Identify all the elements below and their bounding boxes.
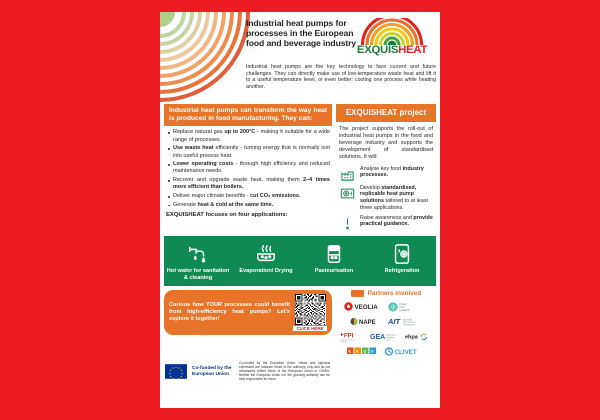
application-label: Evaporation/ Drying (239, 268, 293, 275)
partner-logo-clivet (385, 345, 425, 358)
benefits-list (164, 126, 332, 209)
svg-text:Initiative: Initiative (341, 341, 348, 343)
poster (160, 12, 440, 408)
svg-text:for a better: for a better (385, 337, 395, 340)
svg-text:NAPE: NAPE (359, 320, 376, 327)
project-item-text: Raise awareness and provide practical guidance. (360, 214, 433, 228)
partner-logo-fpi (340, 330, 366, 343)
svg-text:TECHNOLOGY: TECHNOLOGY (403, 324, 416, 327)
benefit-item: Use waste heat efficiently - turning energy that is normally lost into useful process heat. (173, 145, 330, 159)
partner-logo-ehpa (404, 330, 432, 343)
application-evaporation (232, 241, 300, 281)
benefit-item: Recover and upgrade waste heat, making them 2–4 times more efficient than boilers. (173, 177, 330, 191)
svg-text:Q and: Q and (399, 302, 407, 306)
qr-code-icon (295, 294, 326, 325)
partners-chip-icon (351, 290, 364, 297)
rainbow-arc-icon (359, 18, 425, 45)
logo-wordmark (346, 44, 438, 56)
qr-block[interactable] (293, 294, 327, 331)
project-item-text: Develop standardised, replicable heat pump solutions tailored to at least three applications. (360, 184, 429, 211)
partners-title-label: Partners involved (367, 290, 422, 298)
eu-flag-icon (165, 364, 187, 379)
refrigerator-icon (368, 241, 436, 267)
evaporation-pan-icon (232, 241, 300, 267)
factory-icon (339, 166, 356, 182)
lower-section (160, 286, 440, 359)
exquisheat-logo (346, 18, 438, 56)
logo-word-heat: HEAT (398, 44, 428, 56)
benefit-item: Deliver major climate benefits - cut CO₂ emissions. (173, 193, 330, 200)
applications-band (164, 236, 436, 286)
svg-text:VEOLIA: VEOLIA (354, 304, 378, 312)
exclamation-icon (339, 215, 356, 231)
page-title: Industrial heat pumps for processes in the European food and beverage industry (246, 18, 357, 49)
applications-intro: EXQUISHEAT focuses on four applications: (166, 212, 288, 219)
svg-text:ehpa: ehpa (405, 334, 418, 341)
poster-header (160, 12, 440, 104)
eu-funding-label: Co-funded by the European Union (192, 366, 232, 377)
svg-text:world: world (385, 339, 390, 342)
application-refrigeration (368, 241, 436, 281)
application-label: Pasteurisation (314, 268, 354, 275)
logo-word-exquis: EXQUIS (356, 44, 399, 56)
svg-text:S: S (371, 349, 374, 354)
svg-text:X: X (356, 349, 359, 354)
svg-text:inst.: inst. (399, 305, 405, 309)
partner-logo-research-institute (388, 300, 428, 313)
partner-logo-veolia (344, 300, 384, 313)
svg-text:Food Processing: Food Processing (341, 339, 354, 342)
svg-text:Engineering: Engineering (385, 334, 396, 337)
benefit-item: Generate heat & cold at the same time. (173, 202, 330, 209)
project-item (336, 183, 436, 213)
cta-box[interactable] (164, 290, 332, 335)
project-headline: EXQUISHEAT project (336, 104, 436, 122)
svg-text:research: research (399, 308, 410, 312)
cta-text: Curious how YOUR processes could benefit from high-efficiency heat pumps? Let's explore it together! (169, 301, 290, 323)
partner-logo-grid (336, 299, 436, 359)
left-column (164, 104, 332, 232)
partner-logo-ait (388, 315, 422, 328)
svg-text:CLIVET: CLIVET (394, 349, 417, 357)
benefit-item: Lower operating costs - through high efficiency and reduced maintenance needs. (173, 161, 330, 175)
project-description: The project supports the roll-out of industrial heat pumps in the food and beverage industry and supports the development of standardised solutions. It will: (339, 126, 433, 161)
project-item (336, 164, 436, 183)
application-label: Hot water for sanitation & cleaning (166, 268, 230, 281)
content-columns (160, 104, 440, 232)
right-column (336, 104, 436, 232)
svg-text:E: E (348, 349, 351, 354)
left-column-headline: Industrial heat pumps can transform the way heat is produced in food manufacturing. They can: (164, 104, 332, 126)
svg-text:INSTITUTE OF: INSTITUTE OF (403, 322, 416, 325)
svg-text:AIT: AIT (388, 317, 401, 327)
svg-text:AUSTRIAN: AUSTRIAN (403, 319, 413, 322)
partner-logo-consortium (347, 345, 381, 358)
pasteurisation-tank-icon (300, 241, 368, 267)
svg-text:Q: Q (363, 349, 367, 354)
svg-text:FPI: FPI (344, 333, 354, 340)
benefit-item: Replace natural gas up to 200°C - making it suitable for a wide range of processes. (173, 129, 330, 143)
heat-pump-unit-icon (339, 185, 356, 201)
svg-text:GEA: GEA (370, 334, 386, 342)
eu-disclaimer: Co-funded by the European Union. Views and opinions expressed are however those of the author(s) only and do not necessarily reflect those of the European Union or CINEA. Neither the European Union nor the granting authority can be held responsible for them. (239, 361, 330, 381)
partner-logo-nape (350, 315, 384, 328)
intro-paragraph: Industrial heat pumps are the key technology to face current and future challenges. They can directly make use of low-temperature waste heat and lift it to a useful temperature level, or even better: cooling one process while heating another. (246, 64, 436, 90)
partners-section (336, 290, 436, 359)
project-item (336, 213, 436, 232)
partner-logo-gea (370, 330, 400, 343)
partners-title (336, 290, 436, 297)
concentric-arcs-decoration (160, 12, 252, 104)
application-pasteurisation (300, 241, 368, 281)
eu-funding-footer (160, 359, 440, 382)
application-label: Refrigeration (384, 268, 420, 275)
application-hot-water (164, 241, 232, 281)
tap-water-icon (164, 241, 232, 267)
click-here-label[interactable]: CLICK HERE (293, 326, 327, 331)
project-item-text: Analyse key food industry processes. (360, 165, 424, 179)
